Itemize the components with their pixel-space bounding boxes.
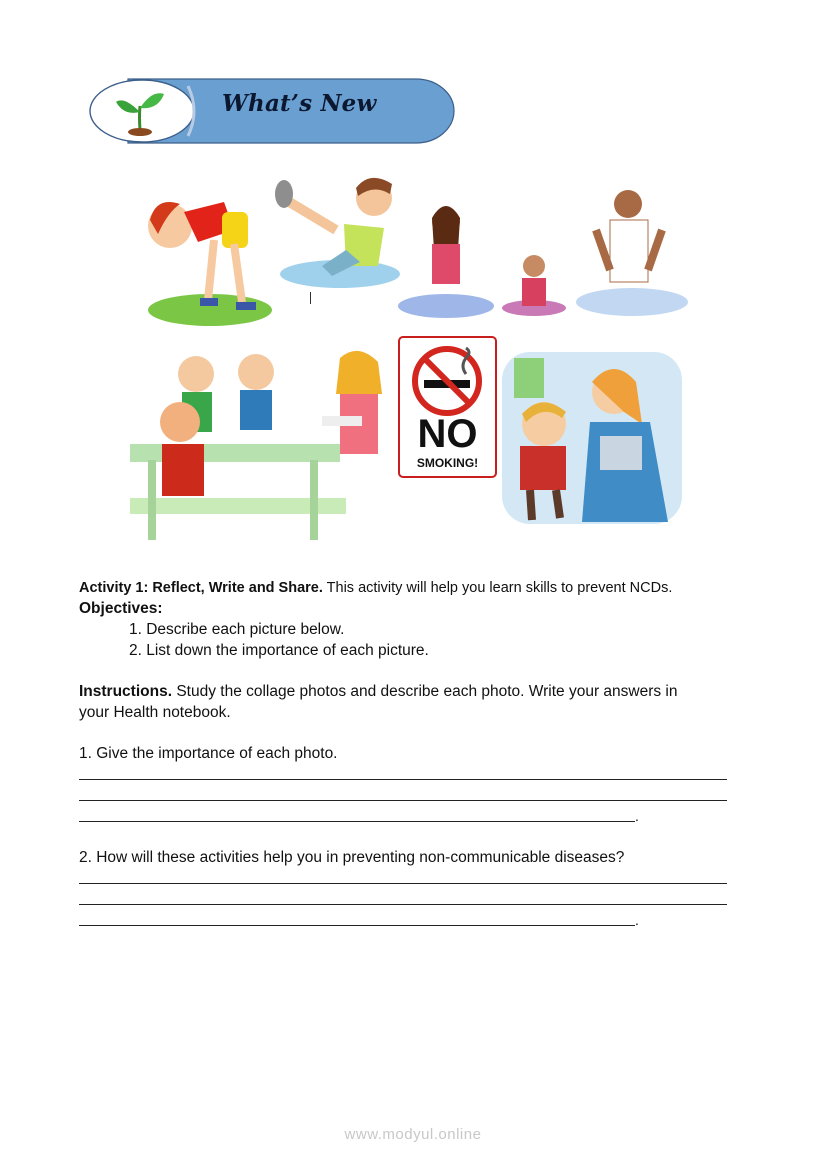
instructions-line-2: your Health notebook.	[79, 704, 231, 721]
children-eating-healthy-lunch-illustration	[126, 348, 388, 542]
sprout-icon	[112, 86, 168, 138]
question-1: 1. Give the importance of each photo.	[79, 745, 338, 762]
answer-line	[79, 779, 727, 780]
answer-period: .	[635, 912, 639, 928]
instructions-text: Study the collage photos and describe each photo. Write your answers in	[172, 683, 678, 700]
no-smoking-sign	[398, 336, 497, 478]
section-title: What’s New	[222, 90, 377, 117]
activity-title: Activity 1: Reflect, Write and Share.	[79, 580, 323, 596]
activity-heading	[79, 578, 672, 599]
no-smoking-icon	[410, 344, 484, 418]
instructions-line-1	[79, 681, 678, 702]
doctor-checkup-illustration	[502, 352, 682, 524]
sign-no-text: NO	[417, 412, 478, 456]
stray-mark	[310, 292, 311, 304]
answer-line	[79, 883, 727, 884]
answer-period: .	[635, 808, 639, 824]
activity-description: This activity will help you learn skills to prevent NCDs.	[322, 580, 673, 596]
objectives-label: Objectives:	[79, 600, 163, 617]
sign-smoking-text: SMOKING!	[416, 456, 479, 470]
answer-line	[79, 904, 727, 905]
answer-line	[79, 925, 635, 926]
boy-exercising-illustration	[266, 170, 400, 294]
girl-stretching-illustration	[138, 190, 280, 330]
instructions-label: Instructions.	[79, 683, 173, 700]
answer-line	[79, 821, 635, 822]
question-2: 2. How will these activities help you in preventing non-communicable diseases?	[79, 849, 625, 866]
family-yoga-illustration	[396, 190, 688, 322]
objective-item: 2. List down the importance of each picture.	[129, 642, 429, 659]
answer-line	[79, 800, 727, 801]
objective-item: 1. Describe each picture below.	[129, 621, 345, 638]
footer-watermark: www.modyul.online	[344, 1126, 482, 1143]
